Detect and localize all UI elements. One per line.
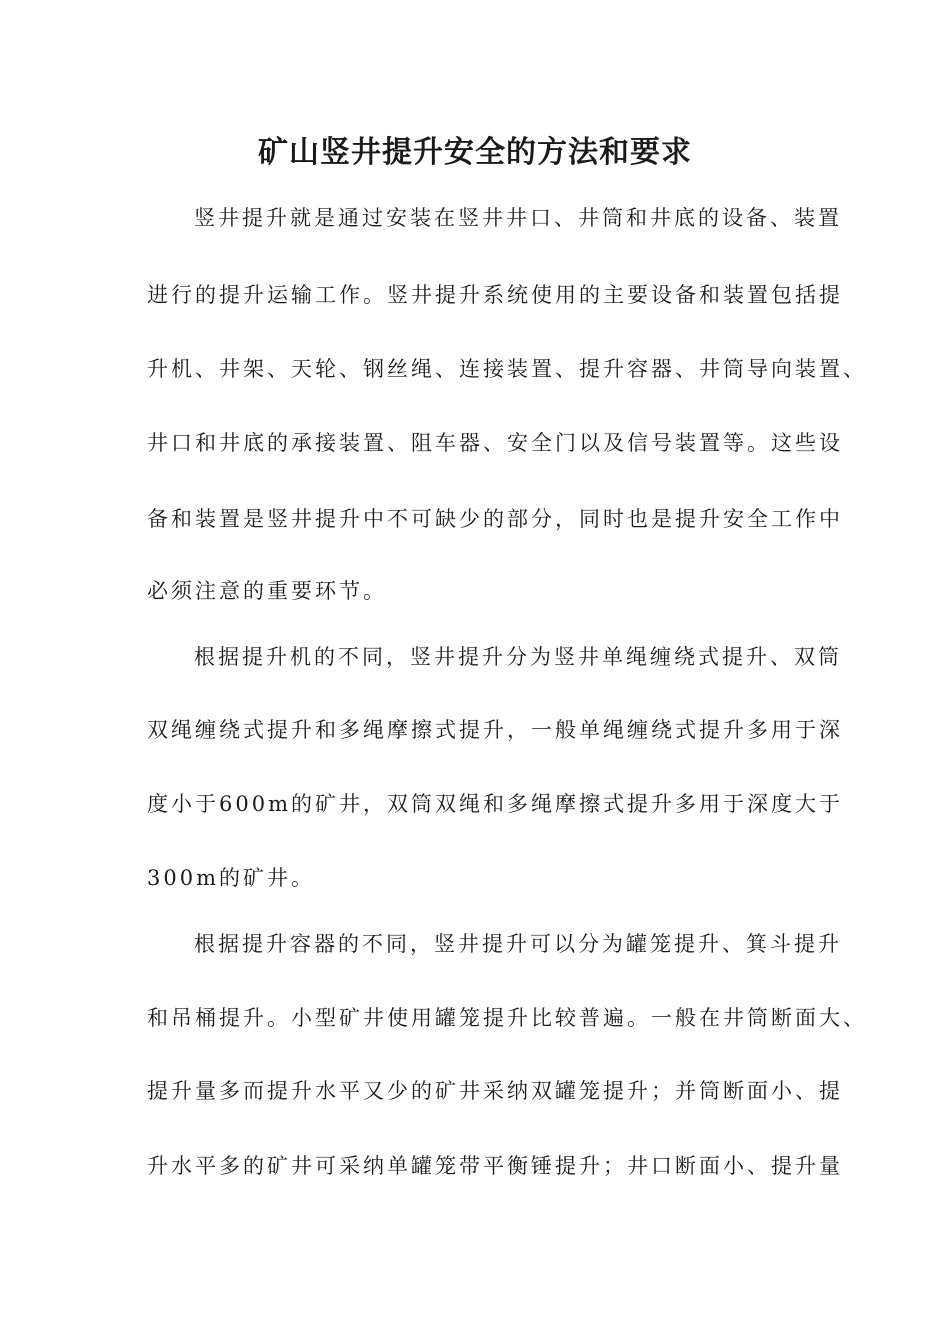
document-title: 矿山竖井提升安全的方法和要求 — [258, 135, 692, 170]
paragraph-2-line-2: 双绳缠绕式提升和多绳摩擦式提升，一般单绳缠绕式提升多用于深 — [147, 718, 843, 742]
paragraph-1-line-5: 备和装置是竖井提升中不可缺少的部分，同时也是提升安全工作中 — [147, 507, 843, 531]
paragraph-1-line-3: 升机、井架、天轮、钢丝绳、连接装置、提升容器、井筒导向装置、 — [147, 357, 867, 381]
paragraph-1-line-4: 井口和井底的承接装置、阻车器、安全门以及信号装置等。这些设 — [147, 431, 843, 455]
paragraph-3-line-2: 和吊桶提升。小型矿井使用罐笼提升比较普遍。一般在井筒断面大、 — [147, 1006, 867, 1030]
paragraph-2-line-3: 度小于600m的矿井，双筒双绳和多绳摩擦式提升多用于深度大于 — [147, 792, 843, 816]
paragraph-3-line-4: 升水平多的矿井可采纳单罐笼带平衡锤提升；井口断面小、提升量 — [147, 1154, 843, 1178]
paragraph-2-line-1: 根据提升机的不同，竖井提升分为竖井单绳缠绕式提升、双筒 — [194, 645, 842, 669]
paragraph-1-line-2: 进行的提升运输工作。竖井提升系统使用的主要设备和装置包括提 — [147, 283, 843, 307]
paragraph-3-line-1: 根据提升容器的不同，竖井提升可以分为罐笼提升、箕斗提升 — [194, 932, 842, 956]
paragraph-3-line-3: 提升量多而提升水平又少的矿井采纳双罐笼提升；并筒断面小、提 — [147, 1079, 843, 1103]
paragraph-1-line-6: 必须注意的重要环节。 — [147, 579, 387, 603]
paragraph-2-line-4: 300m的矿井。 — [147, 866, 315, 890]
paragraph-1-line-1: 竖井提升就是通过安装在竖井井口、井筒和井底的设备、装置 — [194, 206, 842, 230]
